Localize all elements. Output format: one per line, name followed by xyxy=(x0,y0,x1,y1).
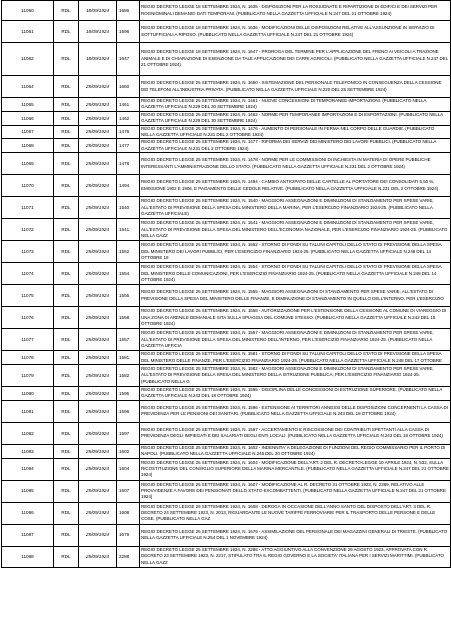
table-row xyxy=(2,444,451,458)
decree-number: 11077 xyxy=(2,329,54,351)
decree-number: 11080 xyxy=(2,387,54,401)
decree-number: 11079 xyxy=(2,365,54,387)
decree-page: 1581 xyxy=(117,351,140,365)
decree-description: REGIO DECRETO LEGGE 25 SETTEMBRE 1924, N. 1558 - AUTORIZZAZIONE PER L'ESTENSIONE DELLA CESSIONE AL COMUNE DI VIAREGGIO DI UNA ZONA DI ARENILE DEMANIALE SITA SULLA SPIAGGIA DEL COMUNE STESSO. (PUBBLICATO NELLA GAZZETTA UFFICIALE N.242 DEL 15 OTTOBRE 1924) xyxy=(140,307,451,329)
decree-date: 25/09/1924 xyxy=(79,307,117,329)
decree-page: 1596 xyxy=(117,400,140,422)
decree-number: 11069 xyxy=(2,153,54,175)
decree-number: 11082 xyxy=(2,422,54,444)
table-row xyxy=(2,76,451,98)
decree-description: REGIO DECRETO LEGGE 25 SETTEMBRE 1924, N. 1552 - STORNO DI FONDI SU TALUNI CAPITOLI DELLO STATO DI PREVISIONE DELLA SPESA DEL MINISTERO DEI LAVORI PUBBLICI, PER L'ESERCIZIO FINANZIARIO 1924-25. (PUBBLICATO NELLA GAZZETTA UFFICIALE N.248 DEL 14 OTTOBRE 19 xyxy=(140,241,451,263)
decree-page: 1541 xyxy=(117,219,140,241)
decree-type: RDL xyxy=(54,111,79,125)
decree-description: REGIO DECRETO LEGGE 25 SETTEMBRE 1924, N. 1607 - MODIFICAZIONE AL R. DECRETO 31 OTTOBRE 1923, N. 2369, RELATIVO ALLE PROVVIDENZE A FAVORE DEI PENSIONATI DELLO STATO EXCOMBATTENTI. (PUBBLICATO NELLA GAZZETTA UFFICIALE N.247 DEL 21 OTTOBRE 1924) xyxy=(140,480,451,502)
decree-date: 25/09/1924 xyxy=(79,351,117,365)
table-row xyxy=(2,219,451,241)
decree-number: 11081 xyxy=(2,400,54,422)
decree-number: 11087 xyxy=(2,524,54,546)
table-row xyxy=(2,263,451,285)
decree-number: 11084 xyxy=(2,458,54,480)
decree-page: 1540 xyxy=(117,197,140,219)
decree-type: RDL xyxy=(54,125,79,139)
decree-date: 25/09/1924 xyxy=(79,175,117,197)
decree-date: 25/09/1924 xyxy=(79,329,117,351)
decree-page: 1608 xyxy=(117,502,140,524)
table-row xyxy=(2,139,451,153)
decree-page: 1647 xyxy=(117,43,140,76)
decree-number: 11064 xyxy=(2,76,54,98)
decree-type: RDL xyxy=(54,329,79,351)
decree-type: RDL xyxy=(54,21,79,43)
decree-date: 25/09/1924 xyxy=(79,524,117,546)
decree-date: 25/09/1924 xyxy=(79,153,117,175)
table-row xyxy=(2,153,451,175)
decree-number: 11078 xyxy=(2,351,54,365)
decree-page: 1462 xyxy=(117,111,140,125)
decree-type: RDL xyxy=(54,400,79,422)
decree-date: 18/09/1924 xyxy=(79,43,117,76)
decree-type: RDL xyxy=(54,422,79,444)
decree-description: REGIO DECRETO LEGGE 25 SETTEMBRE 1924, N. 1597 - ACCERTAMENTO E RISCOSSIONE DEI CONTRIBUTI SPETTANTI ALLA CASSA DI PREVIDENZA DEGLI IMPIEGATI E DEI SALARIATI DEGLI ENTI LOCALI. (PUBBLICATO NELLA GAZZETTA UFFICIALE N.243 DEL 18 OTTOBRE 1924) xyxy=(140,422,451,444)
decree-date: 25/09/1924 xyxy=(79,502,117,524)
table-row xyxy=(2,546,451,567)
table-row xyxy=(2,329,451,351)
decree-page: 1597 xyxy=(117,422,140,444)
decree-page: 1558 xyxy=(117,307,140,329)
table-row xyxy=(2,1,451,21)
decree-page: 1461 xyxy=(117,98,140,112)
decree-number: 11083 xyxy=(2,444,54,458)
table-row xyxy=(2,365,451,387)
decree-date: 25/09/1924 xyxy=(79,76,117,98)
table-row xyxy=(2,422,451,444)
decree-page: 1552 xyxy=(117,241,140,263)
decree-page: 1660 xyxy=(117,76,140,98)
decree-type: RDL xyxy=(54,351,79,365)
decree-type: RDL xyxy=(54,524,79,546)
decree-description: REGIO DECRETO LEGGE 25 SETTEMBRE 1924, N. 1604 - MODIFICAZIONE DELL'ART. 2 DEL R. DECRETO-LEGGE 10 APRILE 1924, N. 532, SULLA RICOSTITUZIONE DEL CONSIGLIO SUPERIORE DELLA MARINA MERCANTILE. (PUBBLICATO NELLA GAZZETTA UFFICIALE N.247 DEL 21 OTTOBRE 1924) xyxy=(140,458,451,480)
decree-number: 11072 xyxy=(2,219,54,241)
decree-description: REGIO DECRETO LEGGE 25 SETTEMBRE 1924, N. 1602 - INDENNITA' A DELEGAZIONE DI FUNZIONI DEL REGIO COMMISSARIO PER IL PORTO DI NAPOLI. (PUBBLICATO NELLA GAZZETTA UFFICIALE N.246 DEL 20 OTTOBRE 1924) xyxy=(140,444,451,458)
decree-date: 25/09/1924 xyxy=(79,365,117,387)
decree-description: REGIO DECRETO LEGGE 25 SETTEMBRE 1924, N. 1582 - MAGGIORI ASSEGNAZIONI E DIMINUZIONI DI STANZIAMENTO PER SPESE VARIE, ALL'ESTATO DI PREVISIONE DELLA SPESA DEL MINISTERO DELLA ISTRUZIONE PUBBLICA, PER L'ESERCIZIO FINANZIARIO 1924-25. (PUBBLICATO NELLA G xyxy=(140,365,451,387)
decree-number: 11068 xyxy=(2,139,54,153)
decree-description: REGIO DECRETO LEGGE 25 SETTEMBRE 1924, N. 1557 - MAGGIORI ASSEGNAZIONI E DIMINUZIONI DI STANZIAMENTO PER SPESE VARIE, ALL'ESTATO DI PREVISIONE DELLA SPESA DEL MINISTERO DELL'INTERNO, PER L'ESERCIZIO FINANZIARIO 1924-25. (PUBBLICATO NELLA GAZZETTA UFFICIA xyxy=(140,329,451,351)
table-row xyxy=(2,197,451,219)
decree-page: 1696 xyxy=(117,21,140,43)
table-row xyxy=(2,387,451,401)
decree-description: REGIO DECRETO LEGGE 25 SETTEMBRE 1924, N. 1679 - ASSIMILAZIONE DEL PERSONALE DEI MAGAZZINI GENERALI DI TRIESTE. (PUBBLICATO NELLA GAZZETTA UFFICIALE N.254 DEL 1 NOVEMBRE 1924) xyxy=(140,524,451,546)
decree-number: 11073 xyxy=(2,241,54,263)
decree-type: RDL xyxy=(54,502,79,524)
decree-description: REGIO DECRETO LEGGE 25 SETTEMBRE 1924, N. 1540 - MAGGIORI ASSEGNAZIONI E DIMINUZIONI DI STANZIAMENTO PER SPESE VARIE, ALL'ESTATO DI PREVISIONE DELLA SPESA DEL MINISTERO DELLA MARINA, PER L'ESERCIZIO FINANZIARIO 1924-25. (PUBBLICATO NELLA GAZZETTA UFFICIALE) xyxy=(140,197,451,219)
decree-number: 11075 xyxy=(2,285,54,307)
table-row xyxy=(2,502,451,524)
decree-page: 1679 xyxy=(117,524,140,546)
decree-description: REGIO DECRETO LEGGE 25 SETTEMBRE 1924, N. 1660 - SISTEMAZIONE DEL PERSONALE TELEFONICO IN CONSEGUENZA DELLA CESSIONE DEI TELEFONI ALL'INDUSTRIA PRIVATA. (PUBBLICATO NELLA GAZZETTA UFFICIALE N.220 DEL 25 SETTEMBRE 1924) xyxy=(140,76,451,98)
decree-type: RDL xyxy=(54,175,79,197)
decree-number: 11076 xyxy=(2,307,54,329)
decree-number: 11061 xyxy=(2,21,54,43)
table-row xyxy=(2,43,451,76)
decree-number: 11085 xyxy=(2,480,54,502)
decree-type: RDL xyxy=(54,197,79,219)
decree-date: 25/09/1924 xyxy=(79,400,117,422)
decree-page: 1494 xyxy=(117,175,140,197)
decree-type: RDL xyxy=(54,307,79,329)
decree-page: 1602 xyxy=(117,444,140,458)
decree-date: 25/09/1924 xyxy=(79,546,117,567)
table-row xyxy=(2,111,451,125)
decree-number: 11060 xyxy=(2,1,54,21)
decree-page: 1686 xyxy=(117,1,140,21)
decree-date: 25/09/1924 xyxy=(79,98,117,112)
decree-date: 25/09/1924 xyxy=(79,480,117,502)
decree-number: 11065 xyxy=(2,98,54,112)
decree-type: RDL xyxy=(54,153,79,175)
decree-description: REGIO DECRETO LEGGE 25 SETTEMBRE 1924, N. 1608 - DEROGA IN OCCASIONE DELL'ANNO SANTO DEL DISPOSTO DELL'ART. 3 DEL R. DECRETO 24 SETTEMBRE 1923, N. 2013, RIGUARDANTE LE NUOVE TARIFFE FERROVIARIE PER IL TRASPORTO DELLE PERSONE E DELLE COSE. (PUBBLICATO NELLA GAZ xyxy=(140,502,451,524)
decree-type: RDL xyxy=(54,139,79,153)
decree-date: 25/09/1924 xyxy=(79,263,117,285)
table-row xyxy=(2,125,451,139)
decree-description: REGIO DECRETO LEGGE 18 SETTEMBRE 1924, N. 1647 - PROROGA DEL TERMINE PER L'APPLICAZIONE DEL FRENO AI VEICOLI A TRAZIONE ANIMALE E DI CHIARAZIONE DI ESENZIONE DA TALE APPLICAZIONE DEI CARRI AGRICOLI. (PUBBLICATO NELLA GAZZETTA UFFICIALE N.247 DEL 21 OTTOBRE 1924) xyxy=(140,43,451,76)
table-row xyxy=(2,458,451,480)
decree-number: 11086 xyxy=(2,502,54,524)
decree-description: REGIO DECRETO LEGGE 25 SETTEMBRE 1924, N. 1555 - MAGGIORI ASSEGNAZIONI DI STANZIAMENTO PER SPESE VARIE, ALL'ESTATO DI PREVISIONE DELLA SPESA DEL MINISTERO DELLE FINANZE, E DIMINUZIONE DI STANZIAMENTO IN QUELLO DELL'INTERNO, PER L'ESERCIZIO xyxy=(140,285,451,307)
decree-number: 11066 xyxy=(2,111,54,125)
decree-page: 1554 xyxy=(117,263,140,285)
table-row xyxy=(2,175,451,197)
table-row xyxy=(2,400,451,422)
decree-page: 1595 xyxy=(117,387,140,401)
decree-date: 25/09/1924 xyxy=(79,197,117,219)
decree-type: RDL xyxy=(54,241,79,263)
decree-date: 25/09/1924 xyxy=(79,125,117,139)
decree-date: 25/09/1924 xyxy=(79,111,117,125)
table-row xyxy=(2,307,451,329)
decree-date: 25/09/1924 xyxy=(79,458,117,480)
decree-description: REGIO DECRETO LEGGE 18 SETTEMBRE 1924, N. 1636 - MODIFICAZIONI DELLE DISPOSIZIONI RELATIVE ALL'ASSUNZIONE IN SERVIZIO DI SOTTUFFICIALI A RIPOSO. (PUBBLICATO NELLA GAZZETTA UFFICIALE N.247 DEL 21 OTTOBRE 1924) xyxy=(140,21,451,43)
decree-page: 1604 xyxy=(117,458,140,480)
decree-description: REGIO DECRETO LEGGE 25 SETTEMBRE 1924, N. 1476 - AUMENTO DI PERSONALE IN FERMA NEL CORPO DELLE GUARDIE. (PUBBLICATO NELLA GAZZETTA UFFICIALE N.231 DEL 2 OTTOBRE 1924) xyxy=(140,125,451,139)
decree-number: 11088 xyxy=(2,546,54,567)
decree-type: RDL xyxy=(54,219,79,241)
decree-description: REGIO DECRETO LEGGE 25 SETTEMBRE 1924, N. 1478 - NORME PER LE COMMISSIONI DI INCHIESTA IN MATERIA DI OPERE PUBBLICHE INTERESSANTI L'AMMINISTRAZIONE DELLO STATO. (PUBBLICATO NELLA GAZZETTA UFFICIALE N.231 DEL 2 OTTOBRE 1924) xyxy=(140,153,451,175)
decree-date: 25/09/1924 xyxy=(79,219,117,241)
decree-type: RDL xyxy=(54,1,79,21)
decree-page: 1478 xyxy=(117,153,140,175)
decree-date: 18/09/1924 xyxy=(79,1,117,21)
decree-number: 11070 xyxy=(2,175,54,197)
decree-date: 18/09/1924 xyxy=(79,21,117,43)
decree-type: RDL xyxy=(54,76,79,98)
decree-description: REGIO DECRETO LEGGE 25 SETTEMBRE 1924, N. 1581 - STORNO DI FONDI SU TALUNI CAPITOLI DELLO STATO DI PREVISIONE DELLA SPESA DEL MINISTERO DELLE FINANZE, PER L'ESERCIZIO FINANZIARIO 1924-25. (PUBBLICATO NELLA GAZZETTA UFFICIALE N.248 DEL 17 OTTOBRE xyxy=(140,351,451,365)
decree-type: RDL xyxy=(54,480,79,502)
decree-date: 25/09/1924 xyxy=(79,241,117,263)
decree-type: RDL xyxy=(54,263,79,285)
decree-date: 25/09/1924 xyxy=(79,387,117,401)
decree-description: REGIO DECRETO LEGGE 25 SETTEMBRE 1924, N. 1494 - CAMBIO ANTICIPATO DELLE CARTELLE AL PORTATORE DEI CONSOLIDATI 5,50 %, EMISSIONE 1902 E 1906, E PAGAMENTO DELLE CEDOLE RELATIVE. (PUBBLICATO NELLA GAZZETTA UFFICIALE N.231 DEL 2 OTTOBRE 1924) xyxy=(140,175,451,197)
decree-description: REGIO DECRETO LEGGE 25 SETTEMBRE 1924, N. 1461 - NUOVE CONCESSIONI DI TEMPORANEE IMPORTAZIONI. (PUBBLICATO NELLA GAZZETTA UFFICIALE N.229 DEL 30 SETTEMBRE 1924) xyxy=(140,98,451,112)
table-row xyxy=(2,524,451,546)
decree-type: RDL xyxy=(54,285,79,307)
decree-number: 11062 xyxy=(2,43,54,76)
decree-page: 1476 xyxy=(117,125,140,139)
decree-page: 1477 xyxy=(117,139,140,153)
decree-description: REGIO DECRETO LEGGE 25 SETTEMBRE 1924, N. 2288 - ATTO AGGIUNTIVO ALLA CONVENZIONE 29 AGOSTO 1923, APPROVATA CON R. DECRETO 23 SETTEMBRE 1923, N. 2217, STIPULATO TRA IL REGIO GOVERNO E LA SOCIETA' ITALIANA PER I SERVIZI MARITTIMI. (PUBBLICATO NELLA GAZZ xyxy=(140,546,451,567)
table-row xyxy=(2,21,451,43)
decree-number: 11067 xyxy=(2,125,54,139)
table-row xyxy=(2,98,451,112)
decree-page: 1555 xyxy=(117,285,140,307)
decree-date: 25/09/1924 xyxy=(79,139,117,153)
table-row xyxy=(2,351,451,365)
decree-type: RDL xyxy=(54,98,79,112)
decree-date: 25/09/1924 xyxy=(79,422,117,444)
decree-description: REGIO DECRETO LEGGE 25 SETTEMBRE 1924, N. 1477 - RIFORMA DEI SERVIZI DEI MINISTERO DEI LAVORI PUBBLICI. (PUBBLICATO NELLA GAZZETTA UFFICIALE N.231 DEL 2 OTTOBRE 1924) xyxy=(140,139,451,153)
decree-description: REGIO DECRETO LEGGE 25 SETTEMBRE 1924, N. 1541 - MAGGIORI ASSEGNAZIONI E DIMINUZIONI DI STANZIAMENTO PER SPESE VARIE, ALL'ESTATO DI PREVISIONE DELLA SPESA DEL MINISTERO DELL'ECONOMIA NAZIONALE, PER L'ESERCIZIO FINANZIARIO 1924-25. (PUBBLICATO NELLA GAZZ xyxy=(140,219,451,241)
table-row xyxy=(2,480,451,502)
decree-type: RDL xyxy=(54,444,79,458)
decree-type: RDL xyxy=(54,546,79,567)
decree-date: 25/09/1924 xyxy=(79,285,117,307)
decree-number: 11074 xyxy=(2,263,54,285)
table-row xyxy=(2,241,451,263)
decree-description: REGIO DECRETO LEGGE 25 SETTEMBRE 1924, N. 1462 - NORME PER TEMPORANEE IMPORTAZIONI E DI ESPORTAZIONI. (PUBBLICATO NELLA GAZZETTA UFFICIALE N.229 DEL 30 SETTEMBRE 1924) xyxy=(140,111,451,125)
decree-description: REGIO DECRETO LEGGE 25 SETTEMBRE 1924, N. 1595 - DISCIPLINA DELLE CONCESSIONI DI ESTRUZIONE SUPERIORE. (PUBBLICATO NELLA GAZZETTA UFFICIALE N.243 DEL 18 OTTOBRE 1924) xyxy=(140,387,451,401)
decree-description: REGIO DECRETO LEGGE 25 SETTEMBRE 1924, N. 1554 - STORNO DI FONDI SU TALUNI CAPITOLI DELLO STATO DI PREVISIONE DELLA SPESA DEL MINISTERO DELLE COMUNICAZIONI, PER L'ESERCIZIO FINANZIARIO 1924-25. (PUBBLICATO NELLA GAZZETTA UFFICIALE N.248 DEL 14 OTTOBRE 1924) xyxy=(140,263,451,285)
decree-type: RDL xyxy=(54,365,79,387)
decree-number: 11071 xyxy=(2,197,54,219)
decree-page: 2288 xyxy=(117,546,140,567)
decree-table xyxy=(1,0,451,568)
decree-type: RDL xyxy=(54,43,79,76)
decree-date: 25/09/1924 xyxy=(79,444,117,458)
decree-description: REGIO DECRETO LEGGE 18 SETTEMBRE 1924, N. 1635 - DISPOSIZIONI PER LA ROSSIGNATE E RIPARTIZIONE DI EDIFICI E DEI SERVIZI PER ROGNIOMINALI DEMANIO DATI TEMPORANI. (PUBBLICATO NELLA GAZZETTA UFFICIALE N.247 DEL 21 OTTOBRE 1924) xyxy=(140,1,451,21)
table-row xyxy=(2,285,451,307)
decree-description: REGIO DECRETO LEGGE 25 SETTEMBRE 1924, N. 1596 - ESTENSIONE AI TERRITORI ANNESSI DELLE DISPOSIZIONI CONCERNENTI LA CASSA DI PREVIDENZA PER LE PENSIONI DEI SANITARI. (PUBBLICATO NELLA GAZZETTA UFFICIALE N.243 DEL 18 OTTOBRE 1924) xyxy=(140,400,451,422)
decree-page: 1607 xyxy=(117,480,140,502)
decree-page: 1557 xyxy=(117,329,140,351)
decree-page: 1582 xyxy=(117,365,140,387)
decree-type: RDL xyxy=(54,387,79,401)
decree-type: RDL xyxy=(54,458,79,480)
